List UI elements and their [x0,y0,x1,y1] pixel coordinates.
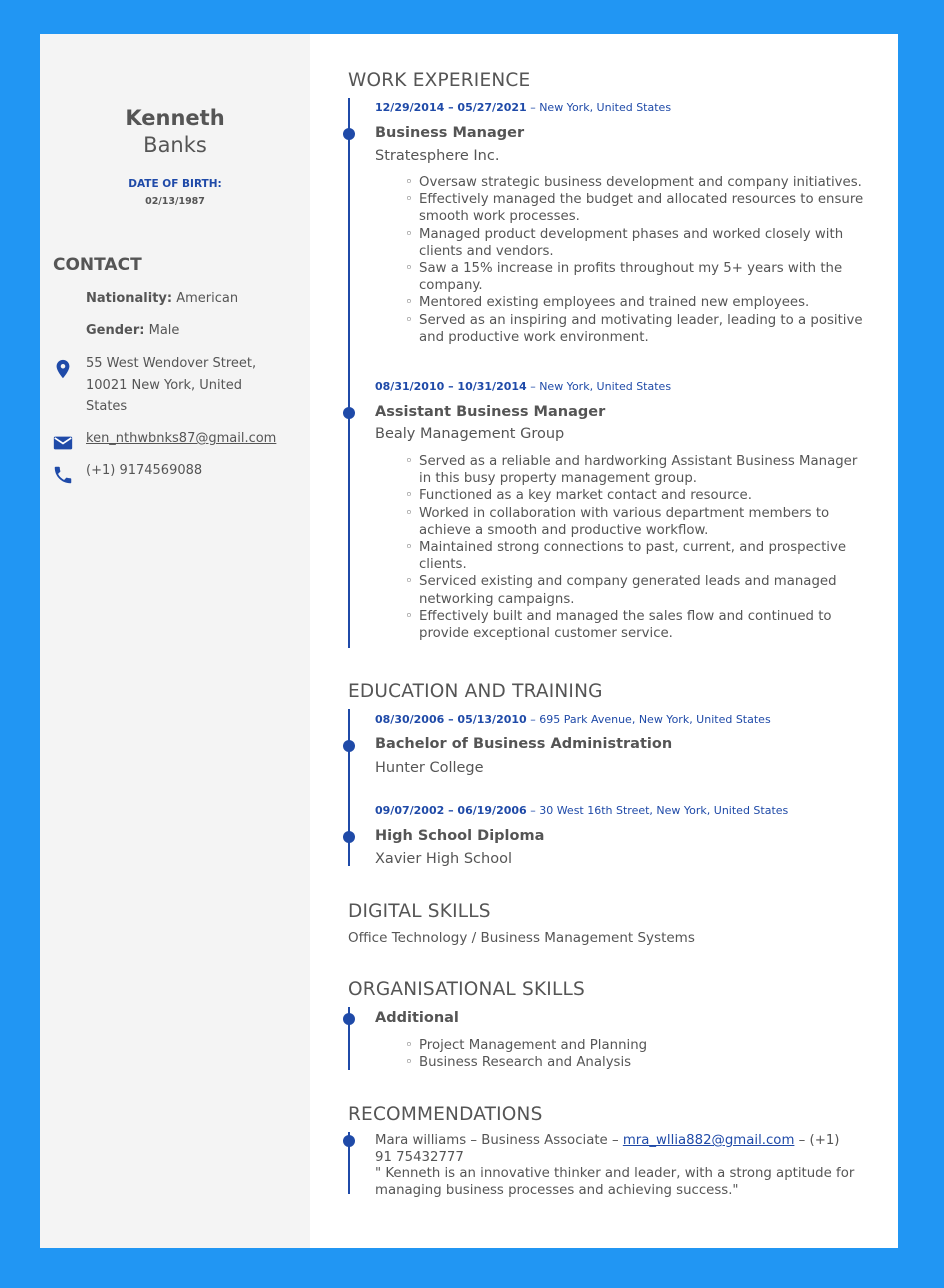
job-1-role: Business Manager [375,125,525,141]
nationality-value: American [172,291,239,306]
gender [86,320,179,342]
job-2-bullets [405,453,869,642]
edu-2-dates: 09/07/2002 – 06/19/2006 – 30 West 16th Street, New York, United States [375,804,789,817]
list-item: ◦ Served as an inspiring and motivating leader, leading to a positive and productive work environment. [419,312,869,346]
timeline-dot [343,407,355,419]
list-item: ◦ Oversaw strategic business development and company initiatives. [419,174,869,191]
email-link[interactable]: ken_nthwbnks87@gmail.com [86,431,277,446]
dob-value: 02/13/1987 [145,196,205,207]
organisational-skills-title: ORGANISATIONAL SKILLS [348,979,585,1000]
recommender: Mara williams – Business Associate – [375,1133,623,1148]
education-title: EDUCATION AND TRAINING [348,681,603,702]
edu-1-role: Bachelor of Business Administration [375,736,673,752]
address [86,353,256,418]
recommendation-entry [375,1133,860,1199]
org-skills-bullets [405,1037,869,1071]
job-2-org: Bealy Management Group [375,426,565,442]
nationality-label: Nationality: [86,291,173,306]
recommendations-title: RECOMMENDATIONS [348,1104,543,1125]
recommender-email-link[interactable]: mra_wllia882@gmail.com [622,1133,795,1148]
list-item: ◦ Served as a reliable and hardworking Assistant Business Manager in this busy property management group. [419,453,869,487]
list-item: ◦ Worked in collaboration with various department members to achieve a smooth and productive workflow. [419,505,869,539]
edu-1-org: Hunter College [375,760,484,776]
recommender-phone: – (+1) 91 75432777 [375,1133,840,1165]
last-name: Banks [143,133,207,157]
digital-skills-title: DIGITAL SKILLS [348,901,491,922]
email-icon [52,432,74,454]
list-item: ◦ Serviced existing and company generated leads and managed networking campaigns. [419,573,869,607]
address-line-3: States [86,399,128,414]
first-name: Kenneth [125,106,225,130]
job-2-dates: 08/31/2010 – 10/31/2014 – New York, United States [375,380,672,393]
list-item: ◦ Mentored existing employees and trained new employees. [419,294,869,311]
work-timeline [348,98,350,648]
list-item: ◦ Effectively built and managed the sales flow and continued to provide exceptional customer service. [419,608,869,642]
phone: (+1) 9174569088 [86,463,203,478]
list-item: ◦ Managed product development phases and worked closely with clients and vendors. [419,226,869,260]
work-experience-title: WORK EXPERIENCE [348,70,531,91]
recommendation-quote: " Kenneth is an innovative thinker and leader, with a strong aptitude for managing business processes and achieving success." [375,1166,855,1198]
timeline-dot [343,740,355,752]
job-1-dates: 12/29/2014 – 05/27/2021 – New York, United States [375,101,672,114]
timeline-dot [343,128,355,140]
resume-page [40,34,898,1248]
job-2-role: Assistant Business Manager [375,404,606,420]
gender-value: Male [144,323,180,338]
timeline-dot [343,831,355,843]
address-line-1: 55 West Wendover Street, [86,356,257,371]
list-item: ◦ Saw a 15% increase in profits throughout my 5+ years with the company. [419,260,869,294]
list-item: ◦ Functioned as a key market contact and resource. [419,487,869,504]
timeline-dot [343,1013,355,1025]
list-item: ◦ Project Management and Planning [419,1037,869,1054]
main-content [310,34,898,1248]
timeline-dot [343,1135,355,1147]
contact-heading: CONTACT [53,255,142,275]
phone-icon [52,464,74,486]
dob-label: DATE OF BIRTH: [128,178,222,190]
edu-2-org: Xavier High School [375,851,512,867]
edu-1-dates: 08/30/2006 – 05/13/2010 – 695 Park Avenue, New York, United States [375,713,771,726]
job-1-org: Stratesphere Inc. [375,148,500,164]
email-line [86,428,276,450]
list-item: ◦ Effectively managed the budget and allocated resources to ensure smooth work processes. [419,191,869,225]
list-item: ◦ Business Research and Analysis [419,1054,869,1071]
org-skills-role: Additional [375,1010,459,1026]
gender-label: Gender: [86,323,145,338]
digital-skills-text: Office Technology / Business Management Systems [348,930,695,946]
list-item: ◦ Maintained strong connections to past, current, and prospective clients. [419,539,869,573]
job-1-bullets [405,174,869,346]
edu-2-role: High School Diploma [375,828,545,844]
location-pin-icon [52,358,74,380]
address-line-2: 10021 New York, United [86,377,242,393]
nationality [86,288,238,310]
sidebar [40,34,310,1248]
